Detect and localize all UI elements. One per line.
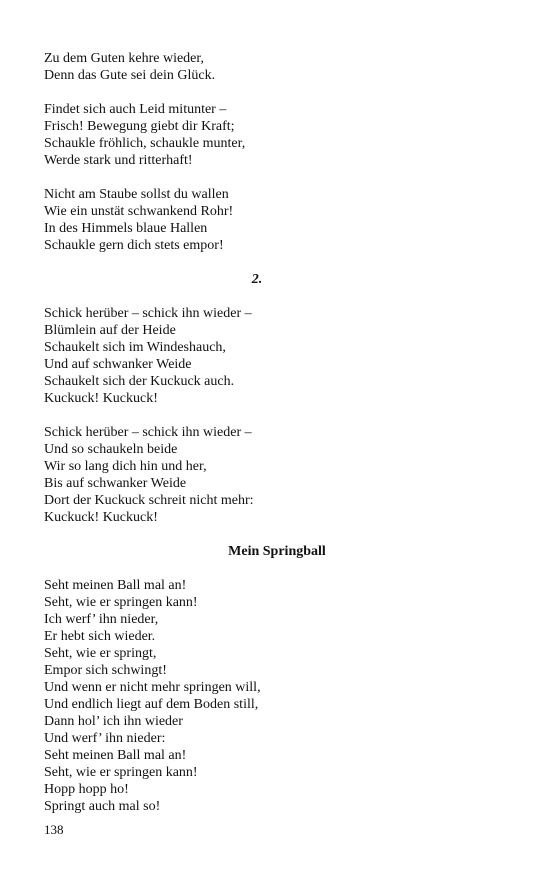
poem-line: Kuckuck! Kuckuck! [44,391,158,406]
poem-line: In des Himmels blaue Hallen [44,221,208,236]
stanza [44,577,510,815]
page-number: 138 [44,822,64,837]
poem-line: Seht meinen Ball mal an! [44,748,187,763]
poem-line: Empor sich schwingt! [44,663,167,678]
poem-line: Schaukelt sich der Kuckuck auch. [44,374,235,389]
poem-line: Und so schaukeln beide [44,442,178,457]
poem-line: Zu dem Guten kehre wieder, [44,51,204,66]
poem-line: Frisch! Bewegung giebt dir Kraft; [44,119,235,134]
stanza [44,305,510,407]
poem-line: Ich werf’ ihn nieder, [44,612,159,627]
poem-line: Seht, wie er springt, [44,646,157,661]
poem-line: Kuckuck! Kuckuck! [44,510,158,525]
poem-line: Schaukle gern dich stets empor! [44,238,224,253]
poem-line: Er hebt sich wieder. [44,629,156,644]
page-content [44,50,510,832]
section-number [44,271,510,288]
poem-line: Seht meinen Ball mal an! [44,578,187,593]
section-number-text: 2. [251,272,263,287]
stanza [44,424,510,526]
poem-line: Springt auch mal so! [44,799,161,814]
poem-line: Und werf’ ihn nieder: [44,731,166,746]
poem-line: Seht, wie er springen kann! [44,765,198,780]
poem-title: Mein Springball [228,544,326,559]
poem-line: Findet sich auch Leid mitunter – [44,102,227,117]
poem-line: Und endlich liegt auf dem Boden still, [44,697,259,712]
poem-line: Nicht am Staube sollst du wallen [44,187,229,202]
poem-line: Seht, wie er springen kann! [44,595,198,610]
poem-line: Wir so lang dich hin und her, [44,459,207,474]
poem-line: Schick herüber – schick ihn wieder – [44,425,252,440]
poem-line: Schaukelt sich im Windeshauch, [44,340,226,355]
poem-line: Dann hol’ ich ihn wieder [44,714,183,729]
stanza [44,186,510,254]
poem-line: Dort der Kuckuck schreit nicht mehr: [44,493,254,508]
poem-line: Wie ein unstät schwankend Rohr! [44,204,234,219]
poem-line: Werde stark und ritterhaft! [44,153,193,168]
stanza [44,50,510,84]
stanza [44,101,510,169]
poem-line: Bis auf schwanker Weide [44,476,187,491]
poem-line: Schaukle fröhlich, schaukle munter, [44,136,246,151]
poem-line: Hopp hopp ho! [44,782,129,797]
poem-line: Und auf schwanker Weide [44,357,192,372]
poem-line: Blümlein auf der Heide [44,323,176,338]
poem-line: Denn das Gute sei dein Glück. [44,68,216,83]
poem-line: Und wenn er nicht mehr springen will, [44,680,261,695]
poem-line: Schick herüber – schick ihn wieder – [44,306,252,321]
